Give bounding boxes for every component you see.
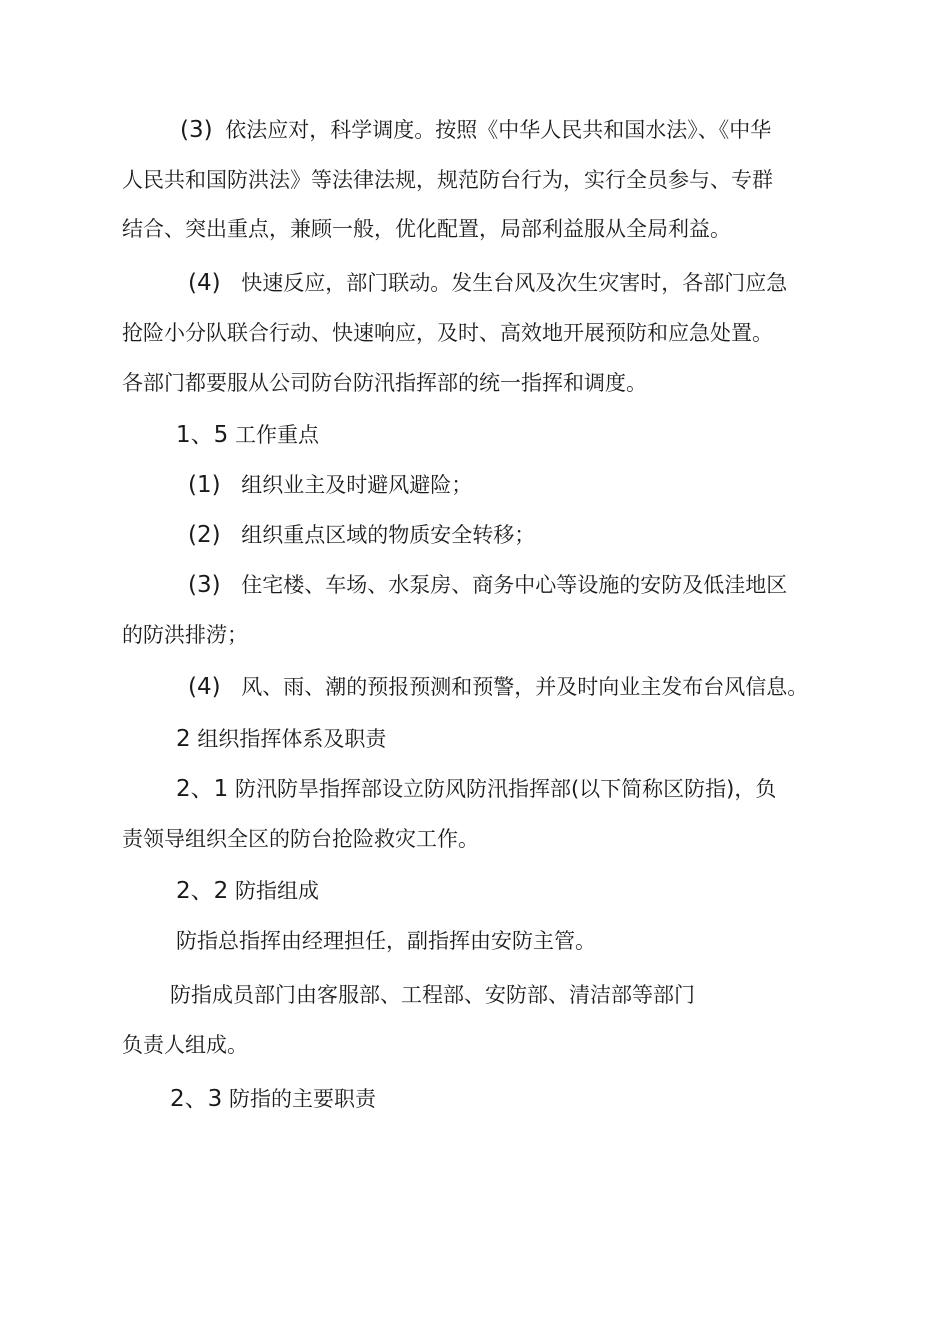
item-marker: (3) (180, 117, 213, 143)
focus-item-1 (188, 470, 472, 500)
paragraph-3-line-1 (180, 115, 771, 145)
focus-item-4 (188, 672, 808, 702)
heading-number: 1、5 (176, 422, 229, 448)
item-marker: (3) (188, 572, 221, 598)
item-text: 风、雨、潮的预报预测和预警，并及时向业主发布台风信息。 (241, 675, 809, 699)
section-heading-2-3 (170, 1084, 376, 1114)
item-text: 组织重点区域的物质安全转移； (241, 523, 536, 547)
focus-item-2 (188, 520, 535, 550)
heading-text: 防指的主要职责 (228, 1087, 376, 1111)
item-marker: (1) (188, 472, 221, 498)
paragraph-commander: 防指总指挥由经理担任，副指挥由安防主管。 (176, 929, 596, 953)
paragraph-text: 快速反应，部门联动。发生台风及次生灾害时，各部门应急 (241, 271, 788, 295)
focus-item-3-continued: 的防洪排涝； (122, 623, 248, 647)
heading-number: 2、2 (176, 878, 229, 904)
heading-text: 组织指挥体系及职责 (197, 727, 387, 751)
paragraph-text: 依法应对，科学调度。按照《中华人民共和国水法》、《中华 (225, 118, 772, 142)
section-heading-1-5 (176, 420, 319, 450)
item-marker: (4) (188, 674, 221, 700)
section-heading-2-2 (176, 876, 319, 906)
paragraph-members-line-2: 负责人组成。 (122, 1033, 248, 1057)
heading-number: 2、3 (170, 1086, 223, 1112)
heading-text: 工作重点 (234, 423, 319, 447)
paragraph-4-line-1 (188, 268, 787, 298)
paragraph-3-line-2: 人民共和国防洪法》等法律法规，规范防台行为，实行全员参与、专群 (122, 168, 773, 192)
section-2-1-continued: 责领导组织全区的防台抢险救灾工作。 (122, 827, 479, 851)
paragraph-3-line-3: 结合、突出重点，兼顾一般，优化配置，局部利益服从全局利益。 (122, 217, 731, 241)
item-text: 组织业主及时避风避险； (241, 473, 473, 497)
paragraph-members-line-1: 防指成员部门由客服部、工程部、安防部、清洁部等部门 (170, 983, 695, 1007)
section-heading-2 (176, 724, 386, 754)
heading-number: 2 (176, 726, 191, 752)
section-heading-2-1 (176, 774, 776, 804)
item-text: 住宅楼、车场、水泵房、商务中心等设施的安防及低洼地区 (241, 573, 788, 597)
heading-text: 防汛防旱指挥部设立防风防汛指挥部(以下简称区防指)，负 (234, 777, 777, 801)
heading-number: 2、1 (176, 776, 229, 802)
focus-item-3 (188, 570, 787, 600)
item-marker: (2) (188, 522, 221, 548)
paragraph-4-line-2: 抢险小分队联合行动、快速响应，及时、高效地开展预防和应急处置。 (122, 321, 773, 345)
item-marker: (4) (188, 270, 221, 296)
heading-text: 防指组成 (234, 879, 319, 903)
paragraph-4-line-3: 各部门都要服从公司防台防汛指挥部的统一指挥和调度。 (122, 371, 647, 395)
